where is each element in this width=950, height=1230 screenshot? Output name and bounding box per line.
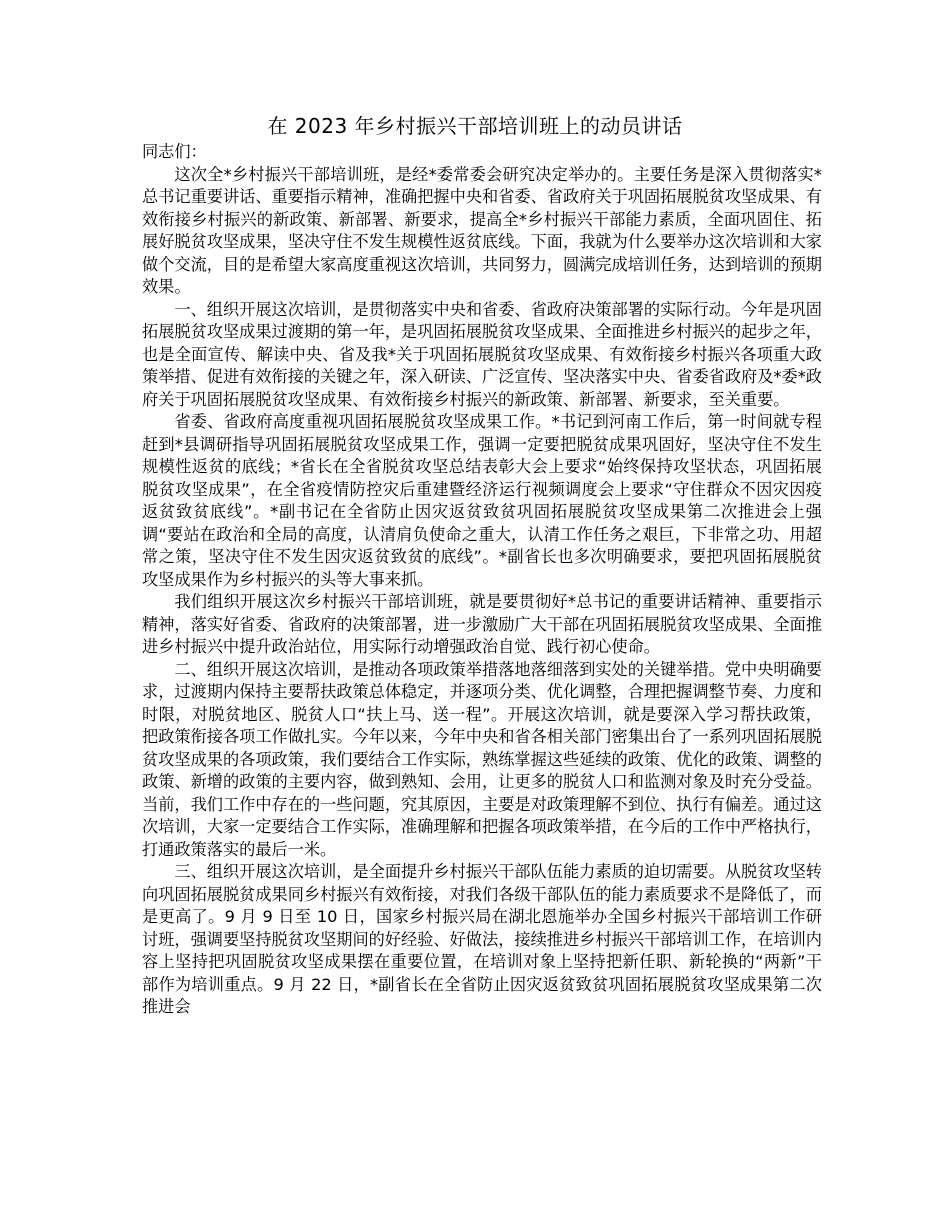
paragraph-section-two: 二、组织开展这次培训，是推动各项政策举措落地落细落到实处的关键举措。党中央明确要求，过渡期内保持主要帮扶政策总体稳定，并逐项分类、优化调整，合理把握调整节奏、力度和时限，对脱贫地区、脱贫人口“扶上马、送一程”。开展这次培训，就是要深入学习帮扶政策，把政策衔接各项工作做扎实。今年以来，今年中央和省各相关部门密集出台了一系列巩固拓展脱贫攻坚成果的各项政策，我们要结合工作实际，熟练掌握这些延续的政策、优化的政策、调整的政策、新增的政策的主要内容，做到熟知、会用，让更多的脱贫人口和监测对象及时充分受益。当前，我们工作中存在的一些问题，究其原因，主要是对政策理解不到位、执行有偏差。通过这次培训，大家一定要结合工作实际，准确理解和把握各项政策举措，在今后的工作中严格执行，打通政策落实的最后一米。 [142, 659, 822, 859]
document-body [142, 141, 822, 1019]
paragraph-training-purpose: 我们组织开展这次乡村振兴干部培训班，就是要贯彻好*总书记的重要讲话精神、重要指示精神，落实好省委、省政府的决策部署，进一步激励广大干部在巩固拓展脱贫攻坚成果、全面推进乡村振兴中提升政治站位，用实际行动增强政治自觉、践行初心使命。 [142, 592, 822, 656]
paragraph-provincial-emphasis: 省委、省政府高度重视巩固拓展脱贫攻坚成果工作。*书记到河南工作后，第一时间就专程赶到*县调研指导巩固拓展脱贫攻坚成果工作，强调一定要把脱贫成果巩固好，坚决守住不发生规模性返贫的底线；*省长在全省脱贫攻坚总结表彰大会上要求“始终保持攻坚状态，巩固拓展脱贫攻坚成果”，在全省疫情防控灾后重建暨经济运行视频调度会上要求“守住群众不因灾因疫返贫致贫底线”。*副书记在全省防止因灾返贫致贫巩固拓展脱贫攻坚成果第二次推进会上强调“要站在政治和全局的高度，认清肩负使命之重大，认清工作任务之艰巨，下非常之功、用超常之策，坚决守住不发生因灾返贫致贫的底线”。*副省长也多次明确要求，要把巩固拓展脱贫攻坚成果作为乡村振兴的头等大事来抓。 [142, 412, 822, 589]
paragraph-section-one: 一、组织开展这次培训，是贯彻落实中央和省委、省政府决策部署的实际行动。今年是巩固拓展脱贫攻坚成果过渡期的第一年，是巩固拓展脱贫攻坚成果、全面推进乡村振兴的起步之年，也是全面宣传、解读中央、省及我*关于巩固拓展脱贫攻坚成果、有效衔接乡村振兴各项重大政策举措、促进有效衔接的关键之年，深入研读、广泛宣传、坚决落实中央、省委省政府及*委*政府关于巩固拓展脱贫攻坚成果、有效衔接乡村振兴的新政策、新部署、新要求，至关重要。 [142, 299, 822, 409]
document-title: 在 2023 年乡村振兴干部培训班上的动员讲话 [267, 114, 683, 138]
salutation: 同志们： [142, 142, 207, 161]
paragraph-section-three: 三、组织开展这次培训，是全面提升乡村振兴干部队伍能力素质的迫切需要。从脱贫攻坚转向巩固拓展脱贫成果同乡村振兴有效衔接，对我们各级干部队伍的能力素质要求不是降低了，而是更高了。9 月 9 日至 10 日，国家乡村振兴局在湖北恩施举办全国乡村振兴干部培训工作研讨班，强调要坚持脱贫攻坚期间的好经验、好做法，接续推进乡村振兴干部培训工作，在培训内容上坚持把巩固脱贫攻坚成果摆在重要位置，在培训对象上坚持把新任职、新轮换的“两新”干部作为培训重点。9 月 22 日，*副省长在全省防止因灾返贫致贫巩固拓展脱贫攻坚成果第二次推进会 [142, 862, 822, 1016]
paragraph-intro: 这次全*乡村振兴干部培训班，是经*委常委会研究决定举办的。主要任务是深入贯彻落实*总书记重要讲话、重要指示精神，准确把握中央和省委、省政府关于巩固拓展脱贫攻坚成果、有效衔接乡村振兴的新政策、新部署、新要求，提高全*乡村振兴干部能力素质，全面巩固住、拓展好脱贫攻坚成果，坚决守住不发生规模性返贫底线。下面，我就为什么要举办这次培训和大家做个交流，目的是希望大家高度重视这次培训，共同努力，圆满完成培训任务，达到培训的预期效果。 [142, 164, 822, 296]
